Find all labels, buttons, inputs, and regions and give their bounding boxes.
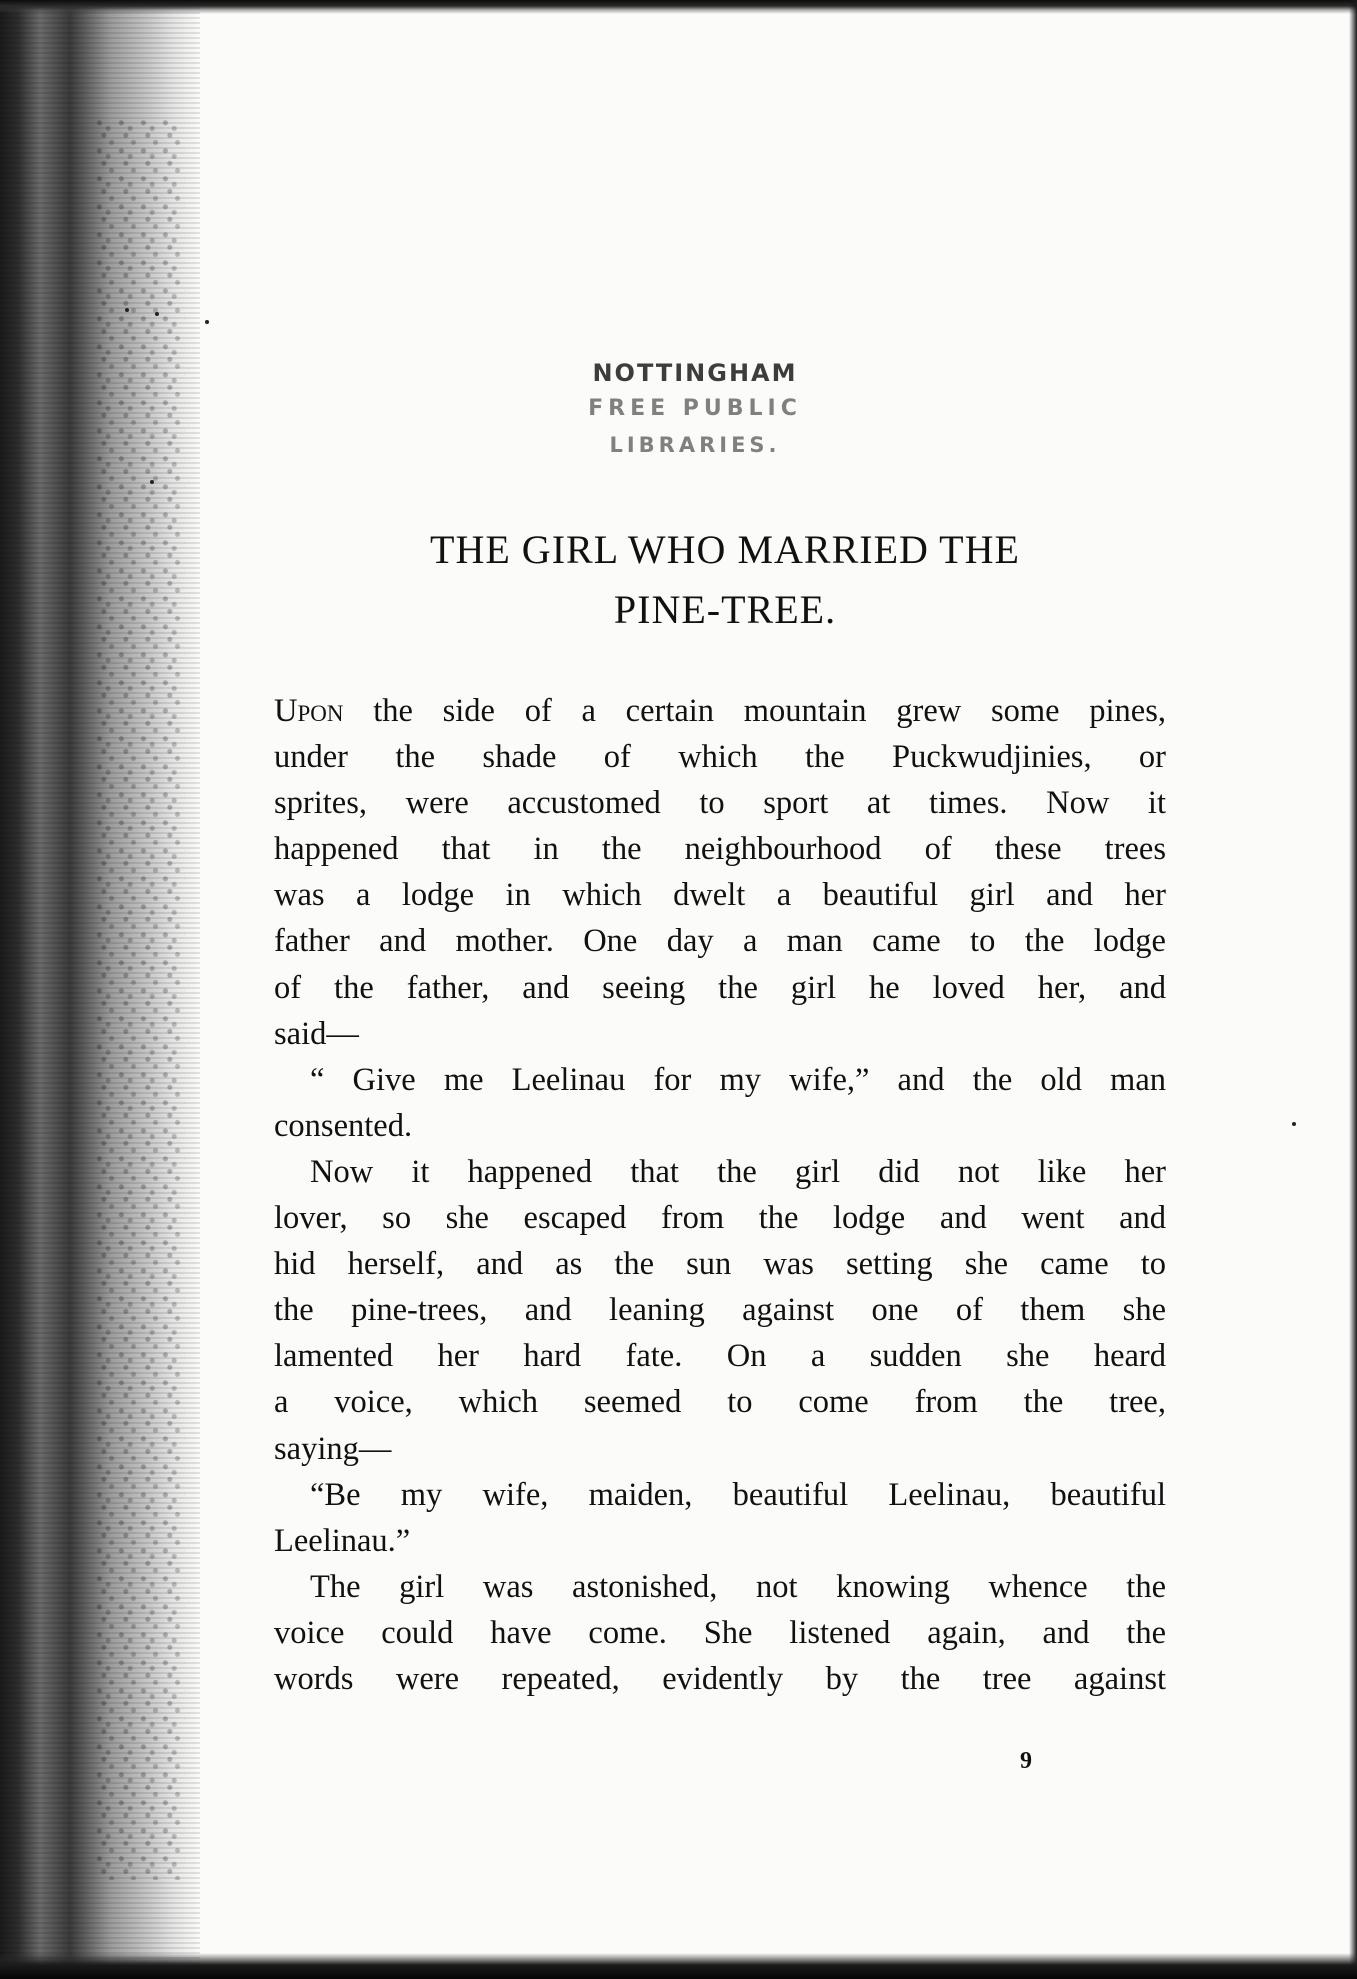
chapter-title-line-2: PINE-TREE. [613,587,837,632]
speck [125,308,129,312]
stamp-line-2: FREE PUBLIC [588,396,802,421]
speck [150,480,154,484]
opening-word: Upon [274,693,344,729]
text-line: of the father, and seeing the girl he loved her, and [274,969,1166,1006]
text-line: under the shade of which the Puckwudjinies, or [274,739,1166,776]
page-number: 9 [1020,1748,1032,1774]
text-line: hid herself, and as the sun was setting she came to [274,1246,1166,1283]
chapter-title [280,520,1170,640]
text-line: words were repeated, evidently by the tree against [274,1660,1166,1697]
text-line: was a lodge in which dwelt a beautiful girl and her [274,877,1166,914]
text-line [274,688,1166,734]
text-line: lamented her hard fate. On a sudden she heard [274,1338,1166,1375]
text-line: lover, so she escaped from the lodge and went and [274,1200,1166,1237]
text-line-fragment: the side of a certain mountain grew some pines, [343,693,1166,729]
text-line: Leelinau.” [274,1522,411,1559]
scan-right-edge [1349,0,1357,1979]
text-line: the pine-trees, and leaning against one of them she [274,1292,1166,1329]
stamp-line-1: NOTTINGHAM [592,359,798,387]
text-line: father and mother. One day a man came to the lodge [274,923,1166,960]
speck [205,320,209,324]
speck [155,312,159,316]
story-body [274,688,1166,1702]
text-line: voice could have come. She listened again, and the [274,1614,1166,1651]
gutter-speckle [95,120,185,1880]
speck [1292,1122,1296,1126]
text-line: said— [274,1015,359,1052]
text-line: happened that in the neighbourhood of these trees [274,831,1166,868]
scan-bottom-edge [0,1953,1357,1979]
text-line: consented. [274,1107,413,1144]
text-line: sprites, were accustomed to sport at times. Now it [274,785,1166,822]
text-line: a voice, which seemed to come from the tree, [274,1384,1166,1421]
chapter-title-line-1: THE GIRL WHO MARRIED THE [430,527,1020,572]
text-line: Now it happened that the girl did not like her [310,1153,1166,1190]
text-line: saying— [274,1430,392,1467]
text-line: “Be my wife, maiden, beautiful Leelinau, beautiful [310,1476,1166,1513]
library-stamp [570,355,820,463]
stamp-line-3: LIBRARIES. [609,433,781,457]
text-line: The girl was astonished, not knowing whence the [310,1568,1166,1605]
scan-top-edge [0,0,1357,14]
text-line: “ Give me Leelinau for my wife,” and the old man [310,1061,1166,1098]
